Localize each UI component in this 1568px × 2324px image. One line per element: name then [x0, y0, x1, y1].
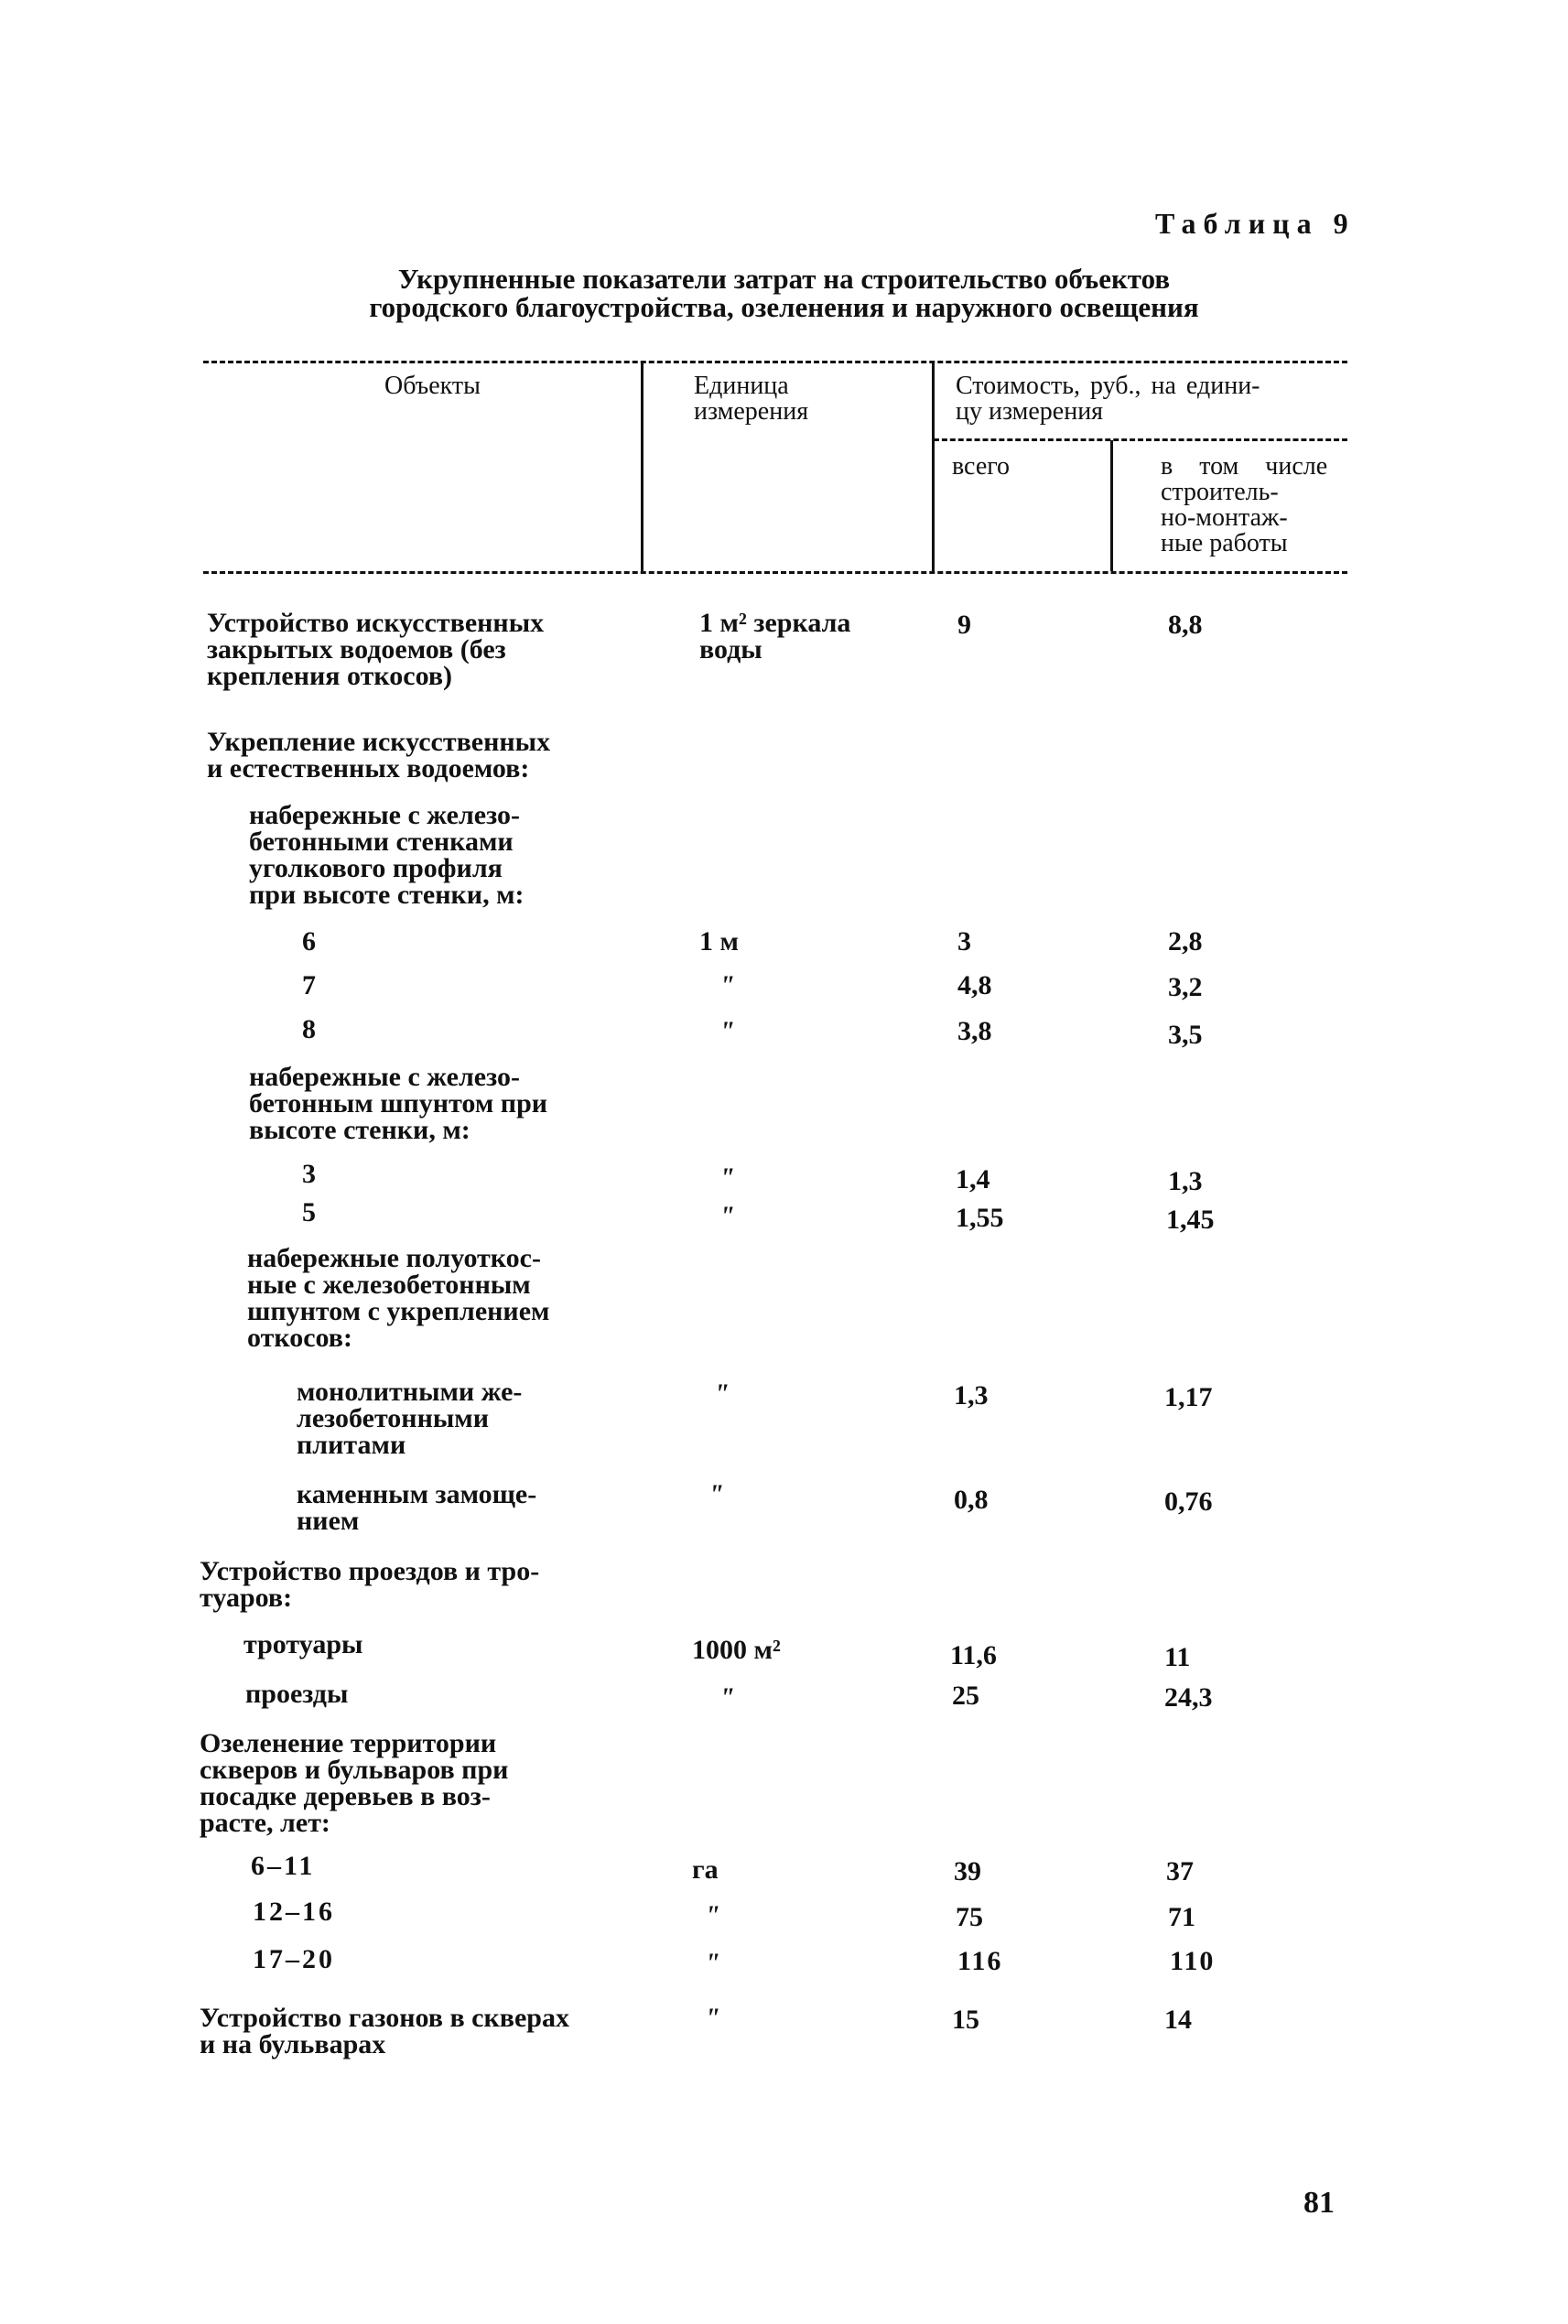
row-total: 1,4	[956, 1164, 990, 1194]
row-label: 6–11	[251, 1851, 316, 1881]
row-cm: 1,17	[1164, 1382, 1213, 1412]
row-label: 6	[302, 926, 316, 957]
row-label: туаров:	[200, 1583, 293, 1613]
header-divider-1	[641, 361, 643, 571]
row-unit: "	[705, 2003, 720, 2033]
row-label: бетонным шпунтом при	[249, 1088, 548, 1119]
header-cost-line1: Стоимость, руб., на едини-	[956, 372, 1260, 400]
header-divider-2	[932, 361, 935, 571]
row-label: монолитными же-	[297, 1377, 523, 1407]
row-total: 75	[956, 1902, 983, 1932]
row-label: расте, лет:	[200, 1808, 330, 1838]
table-title-line1: Укрупненные показатели затрат на строительство объектов	[397, 263, 1171, 295]
row-cm: 110	[1170, 1946, 1216, 1976]
row-label: Устройство проездов и тро-	[200, 1556, 540, 1586]
row-label: ные с железобетонным	[247, 1270, 531, 1300]
row-unit: воды	[699, 634, 762, 665]
header-unit-line2: измерения	[694, 397, 809, 426]
row-label: уголкового профиля	[249, 853, 503, 883]
row-label: 5	[302, 1197, 316, 1227]
row-label: Устройство искусственных	[207, 608, 545, 638]
row-unit: га	[692, 1854, 719, 1885]
row-total: 39	[954, 1856, 981, 1886]
row-cm: 37	[1166, 1856, 1194, 1886]
row-label: Укрепление искусственных	[207, 727, 551, 757]
row-cm: 2,8	[1168, 926, 1203, 957]
header-divider-3	[1110, 440, 1113, 571]
row-total: 15	[952, 2005, 979, 2035]
row-cm: 3,5	[1168, 1020, 1203, 1050]
row-unit: "	[708, 1479, 724, 1509]
row-unit: "	[705, 1900, 720, 1930]
row-label: 3	[302, 1159, 316, 1189]
row-total: 4,8	[957, 970, 992, 1000]
row-label: проезды	[245, 1679, 349, 1709]
header-mid-rule	[934, 438, 1347, 441]
row-label: лезобетонными	[297, 1403, 489, 1433]
row-cm: 14	[1164, 2005, 1192, 2035]
row-total: 3	[957, 926, 971, 957]
header-including-line2: строитель-	[1161, 478, 1279, 506]
row-total: 11,6	[950, 1640, 997, 1670]
row-label: при высоте стенки, м:	[249, 880, 524, 910]
row-unit: 1 м² зеркала	[699, 608, 851, 638]
header-objects: Объекты	[384, 372, 481, 400]
row-label: набережные полуоткос-	[247, 1243, 541, 1273]
row-label: и естественных водоемов:	[207, 753, 530, 784]
row-label: крепления откосов)	[207, 661, 453, 691]
row-unit: "	[705, 1948, 720, 1978]
row-unit: 1000 м²	[692, 1635, 781, 1665]
row-label: набережные с железо-	[249, 800, 520, 830]
row-unit: "	[719, 1016, 735, 1046]
header-including-line1: в том числе	[1161, 452, 1328, 481]
row-label: 7	[302, 970, 316, 1000]
row-label: шпунтом с укреплением	[247, 1296, 550, 1326]
page-number: 81	[1303, 2186, 1335, 2220]
row-label: откосов:	[247, 1323, 352, 1353]
row-cm: 71	[1168, 1902, 1195, 1932]
row-cm: 1,3	[1168, 1166, 1203, 1196]
row-cm: 24,3	[1164, 1682, 1213, 1713]
row-total: 3,8	[957, 1016, 992, 1046]
row-cm: 8,8	[1168, 610, 1203, 640]
header-bottom-rule	[203, 571, 1347, 574]
row-label: посадке деревьев в воз-	[200, 1781, 491, 1811]
row-cm: 3,2	[1168, 972, 1203, 1002]
header-unit-line1: Единица	[694, 372, 789, 400]
row-total: 116	[957, 1946, 1003, 1976]
row-label: 8	[302, 1014, 316, 1044]
row-unit: 1 м	[699, 926, 739, 957]
row-label: набережные с железо-	[249, 1062, 520, 1092]
row-label: бетонными стенками	[249, 827, 514, 857]
row-unit: "	[714, 1378, 730, 1409]
row-total: 0,8	[954, 1485, 989, 1515]
row-total: 9	[957, 610, 971, 640]
row-label: Озеленение территории	[200, 1728, 497, 1758]
row-total: 1,55	[956, 1203, 1004, 1233]
row-total: 25	[952, 1681, 979, 1711]
row-unit: "	[719, 1162, 735, 1193]
header-top-rule	[203, 361, 1347, 363]
row-total: 1,3	[954, 1380, 989, 1411]
row-label: Устройство газонов в скверах	[200, 2003, 569, 2033]
row-label: и на бульварах	[200, 2029, 386, 2059]
row-label: 17–20	[253, 1944, 335, 1974]
header-cost-line2: цу измерения	[956, 397, 1104, 426]
row-label: скверов и бульваров при	[200, 1755, 509, 1785]
row-label: 12–16	[253, 1897, 335, 1927]
row-cm: 11	[1164, 1642, 1191, 1672]
row-unit: "	[719, 1201, 735, 1231]
row-label: закрытых водоемов (без	[207, 634, 506, 665]
row-unit: "	[719, 970, 735, 1000]
row-label: плитами	[297, 1430, 406, 1460]
row-label: высоте стенки, м:	[249, 1115, 470, 1145]
row-cm: 0,76	[1164, 1486, 1213, 1517]
table-title-line2: городского благоустройства, озеленения и наружного освещения	[369, 291, 1199, 323]
header-including-line4: ные работы	[1161, 529, 1288, 557]
row-unit: "	[719, 1682, 735, 1713]
row-label: каменным замоще-	[297, 1479, 537, 1509]
table-label: Таблица 9	[1155, 207, 1356, 240]
header-including-line3: но-монтаж-	[1161, 503, 1288, 532]
row-label: нием	[297, 1506, 360, 1536]
row-cm: 1,45	[1166, 1205, 1215, 1235]
row-label: тротуары	[243, 1629, 363, 1659]
header-total: всего	[952, 452, 1011, 481]
